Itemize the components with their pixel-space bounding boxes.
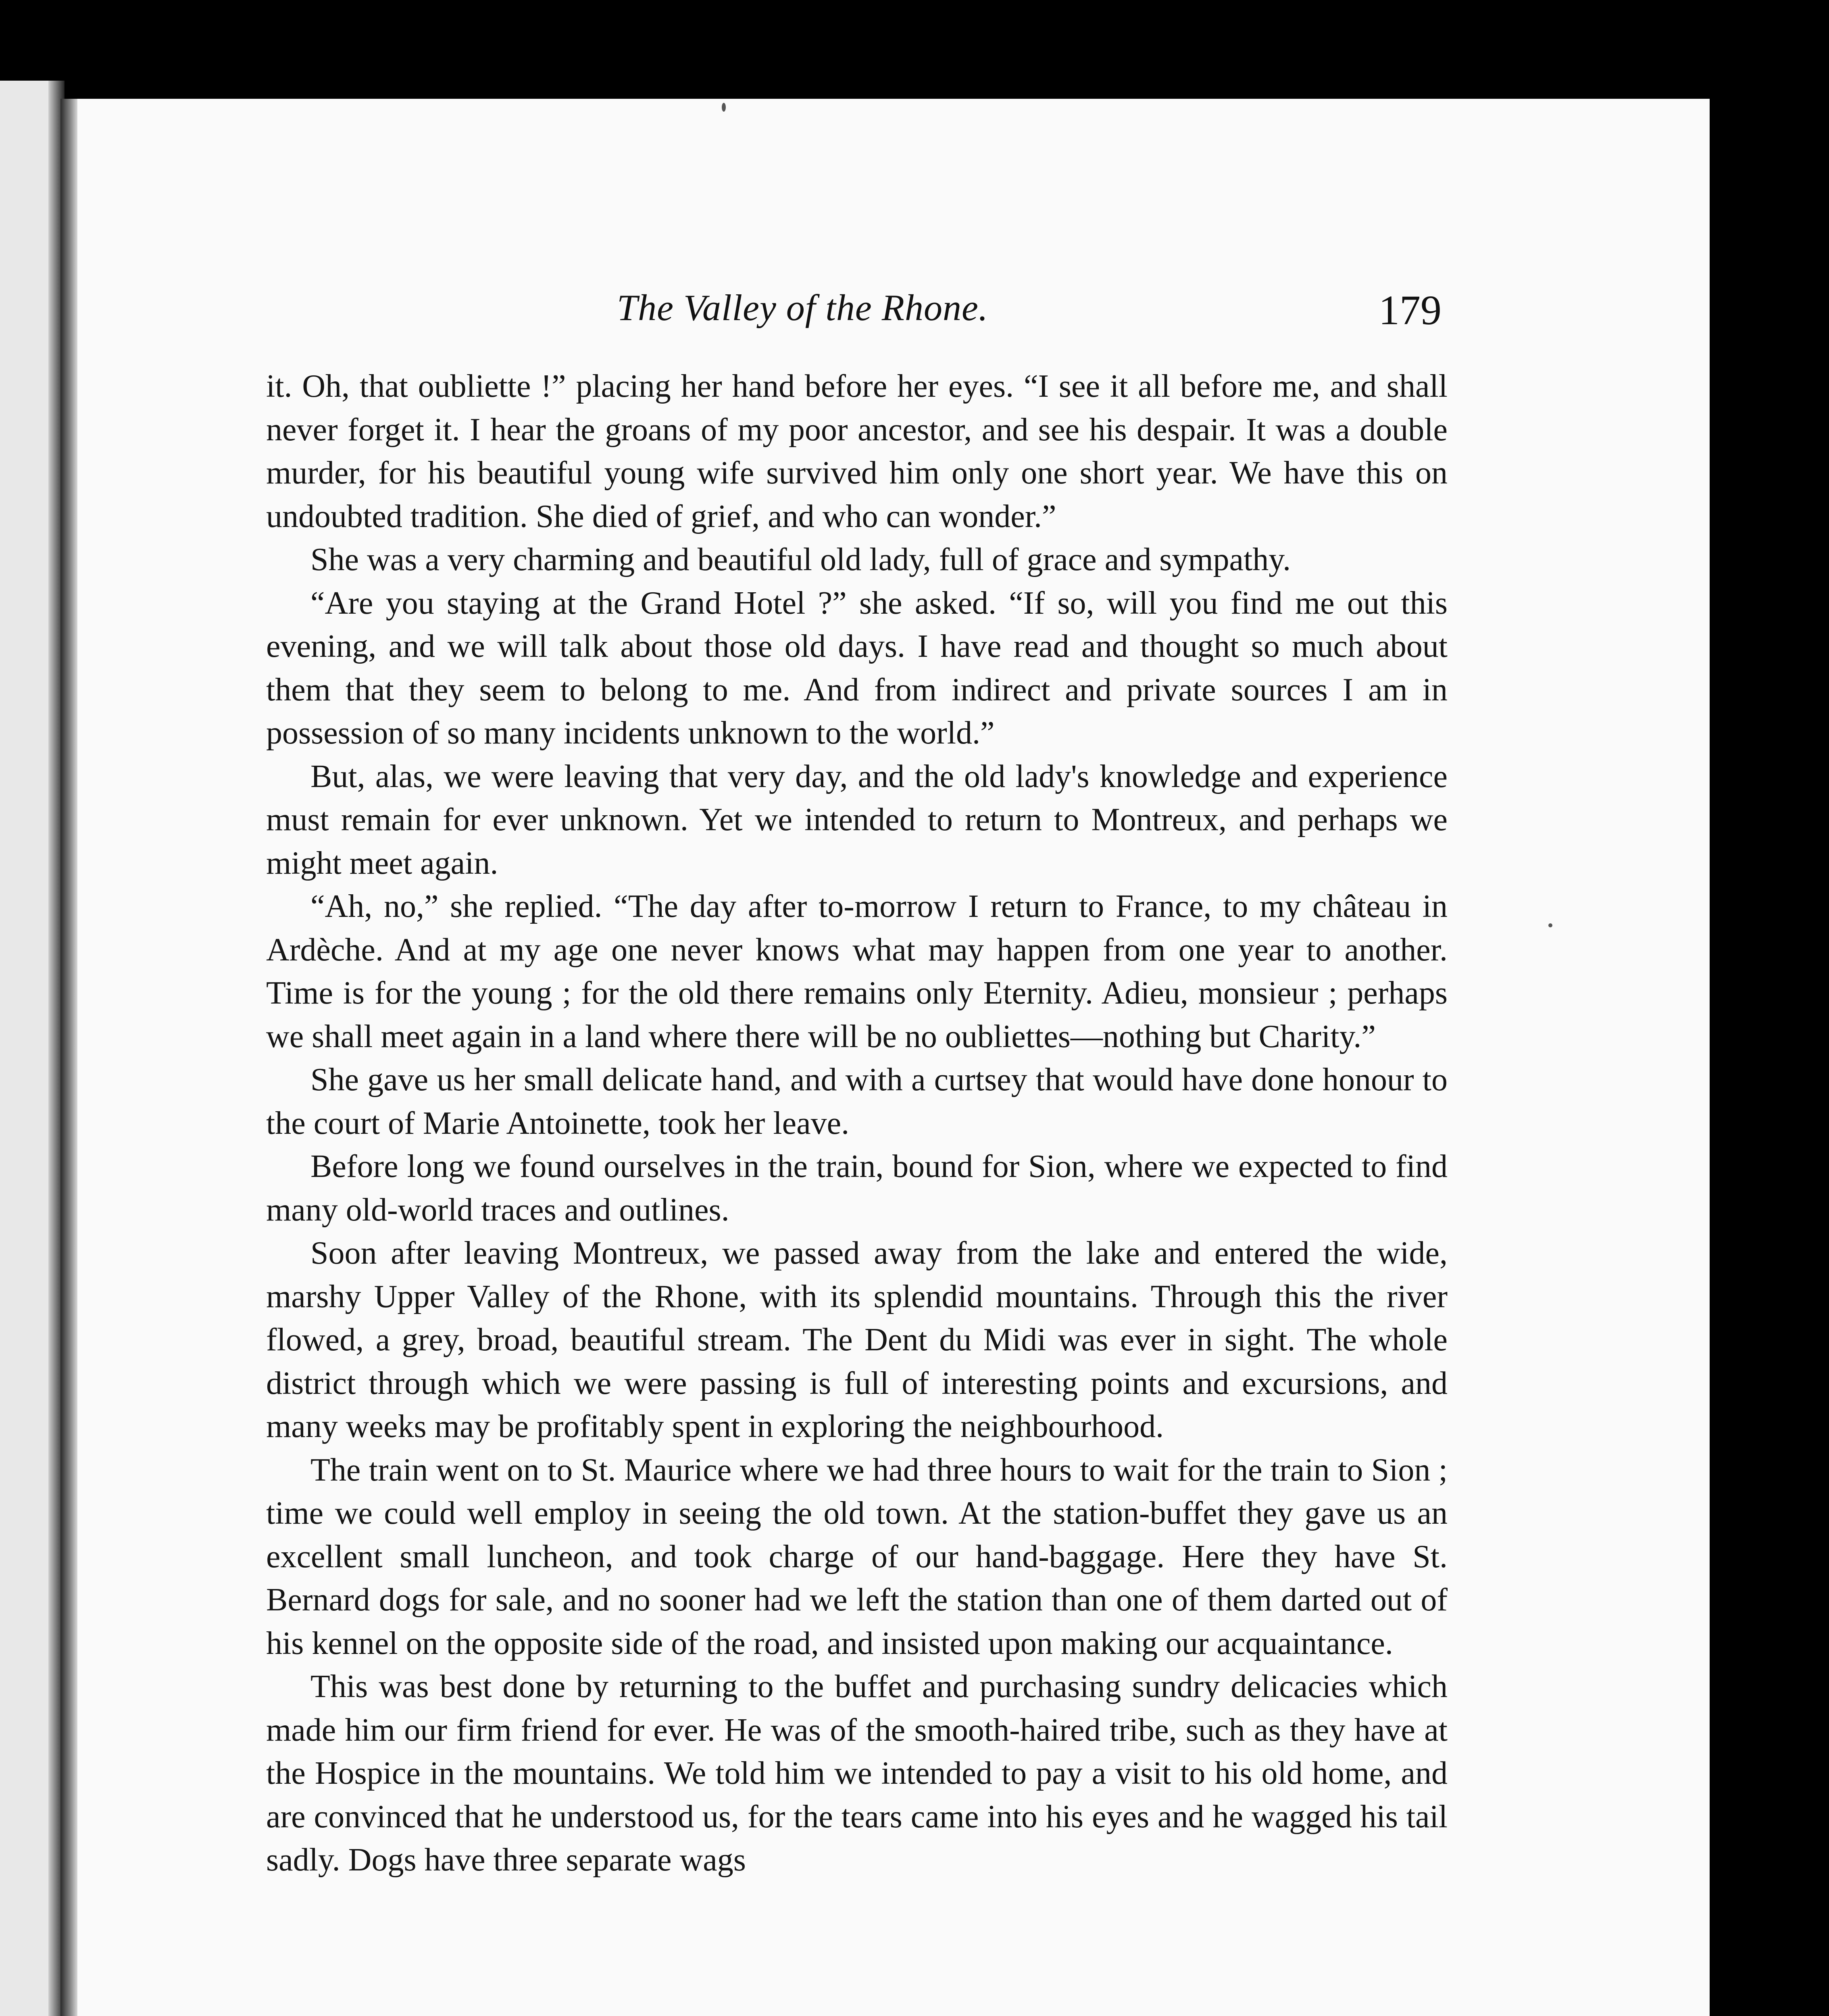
paragraph: Before long we found ourselves in the train, bound for Sion, where we expected to find many old-world traces and outlines. <box>266 1149 1448 1228</box>
paragraph: “Ah, no,” she replied. “The day after to-morrow I return to France, to my château in Ardèche. And at my age one never knows what may happen from one year to another. Time is for the young ; for the old there remains only Eternity. Adieu, monsieur ; perhaps we shall meet again in a land where there will be no oubliettes—nothing but Charity.” <box>266 889 1448 1054</box>
paragraph: This was best done by returning to the buffet and purchasing sundry delicacies which made him our firm friend for ever. He was of the smooth-haired tribe, such as they have at the Hospice in the mountains. We told him we intended to pay a visit to his old home, and are convinced that he understood us, for the tears came into his eyes and he wagged his tail sadly. Dogs have three separate wags <box>266 1669 1448 1878</box>
running-header <box>270 282 1442 347</box>
page-binding-edge <box>60 99 77 2016</box>
paragraph: She gave us her small delicate hand, and with a curtsey that would have done honour to the court of Marie Antoinette, took her leave. <box>266 1062 1448 1141</box>
body-text <box>266 365 1448 1882</box>
paper-speck <box>722 103 726 112</box>
paragraph: it. Oh, that oubliette !” placing her hand before her eyes. “I see it all before me, and shall never forget it. I hear the groans of my poor ancestor, and see his despair. It was a double murder, for his beautiful young wife survived him only one short year. We have this on undoubted tradition. She died of grief, and who can wonder.” <box>266 369 1448 534</box>
page-number: 179 <box>1379 287 1442 333</box>
paragraph: But, alas, we were leaving that very day, and the old lady's knowledge and experience must remain for ever unknown. Yet we intended to return to Montreux, and perhaps we might meet again. <box>266 758 1448 881</box>
paragraph: The train went on to St. Maurice where we had three hours to wait for the train to Sion ; time we could well employ in seeing the old town. At the station-buffet they gave us an excellent small luncheon, and took charge of our hand-baggage. Here they have St. Bernard dogs for sale, and no sooner had we left the station than one of them darted out of his kennel on the opposite side of the road, and insisted upon making our acquaintance. <box>266 1452 1448 1661</box>
paper-speck <box>1548 923 1552 927</box>
paragraph: Soon after leaving Montreux, we passed away from the lake and entered the wide, marshy Upper Valley of the Rhone, with its splendid mountains. Through this the river flowed, a grey, broad, beautiful stream. The Dent du Midi was ever in sight. The whole district through which we were passing is full of interesting points and excursions, and many weeks may be profitably spent in exploring the neighbourhood. <box>266 1235 1448 1444</box>
paragraph: “Are you staying at the Grand Hotel ?” she asked. “If so, will you find me out this evening, and we will talk about those old days. I have read and thought so much about them that they seem to belong to me. And from indirect and private sources I am in possession of so many incidents unknown to the world.” <box>266 585 1448 751</box>
chapter-title: The Valley of the Rhone. <box>617 287 988 328</box>
paragraph: She was a very charming and beautiful old lady, full of grace and sympathy. <box>310 542 1291 577</box>
